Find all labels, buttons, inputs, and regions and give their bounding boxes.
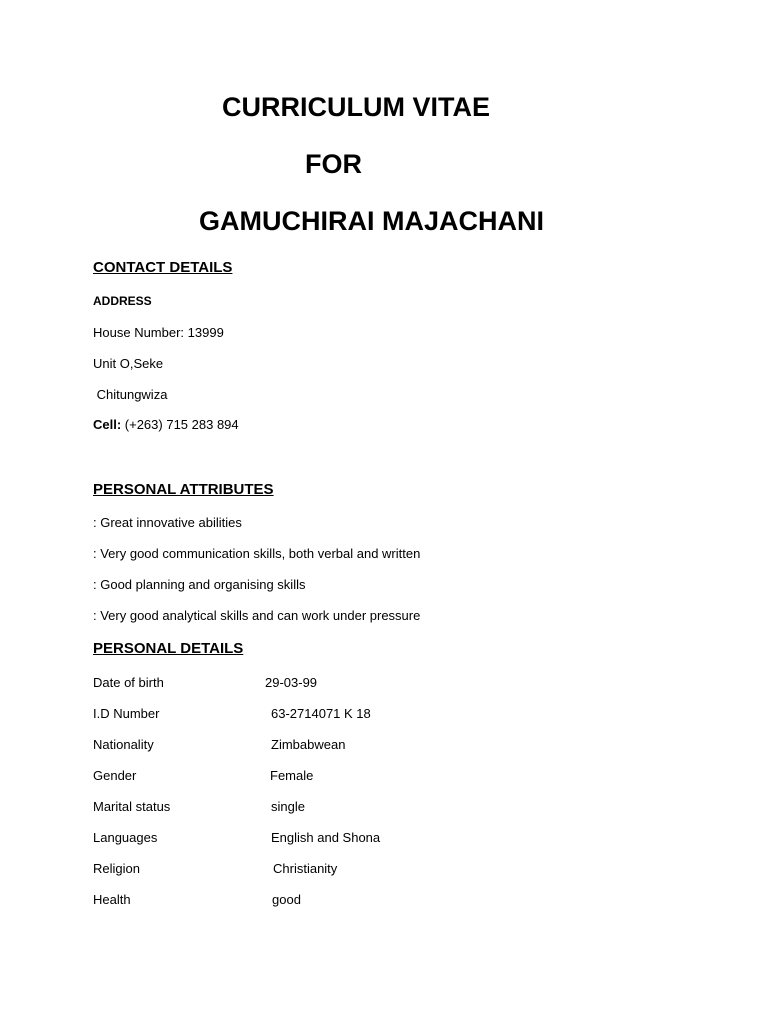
- attribute-item: : Very good communication skills, both verbal and written: [93, 546, 421, 561]
- cell-value: (+263) 715 283 894: [121, 417, 239, 432]
- address-line: House Number: 13999: [93, 325, 224, 340]
- detail-label: Date of birth: [93, 675, 164, 690]
- personal-attributes-heading: PERSONAL ATTRIBUTES: [93, 481, 274, 498]
- detail-value: 63-2714071 K 18: [271, 706, 371, 721]
- detail-value: single: [271, 799, 305, 814]
- detail-value: Female: [270, 768, 314, 783]
- address-label: ADDRESS: [93, 294, 152, 308]
- detail-value: 29-03-99: [265, 675, 318, 690]
- detail-value: good: [272, 892, 301, 907]
- title-line-3: GAMUCHIRAI MAJACHANI: [199, 206, 544, 236]
- title-line-1: CURRICULUM VITAE: [222, 92, 490, 122]
- detail-value: Zimbabwean: [271, 737, 346, 752]
- attribute-item: : Good planning and organising skills: [93, 577, 306, 592]
- address-line: Chitungwiza: [93, 387, 168, 402]
- detail-label: Marital status: [93, 799, 171, 814]
- detail-label: Gender: [93, 768, 137, 783]
- title-line-2: FOR: [305, 149, 362, 179]
- detail-value: Christianity: [273, 861, 338, 876]
- detail-label: Religion: [93, 861, 140, 876]
- contact-details-heading: CONTACT DETAILS: [93, 259, 233, 276]
- detail-value: English and Shona: [271, 830, 381, 845]
- address-line: Unit O,Seke: [93, 356, 164, 371]
- detail-label: Health: [93, 892, 131, 907]
- detail-label: Nationality: [93, 737, 154, 752]
- detail-label: I.D Number: [93, 706, 160, 721]
- cell-label: Cell:: [93, 417, 122, 432]
- cell-line: [93, 418, 239, 431]
- personal-details-heading: PERSONAL DETAILS: [93, 640, 244, 657]
- attribute-item: : Great innovative abilities: [93, 515, 242, 530]
- attribute-item: : Very good analytical skills and can work under pressure: [93, 608, 421, 623]
- detail-label: Languages: [93, 830, 158, 845]
